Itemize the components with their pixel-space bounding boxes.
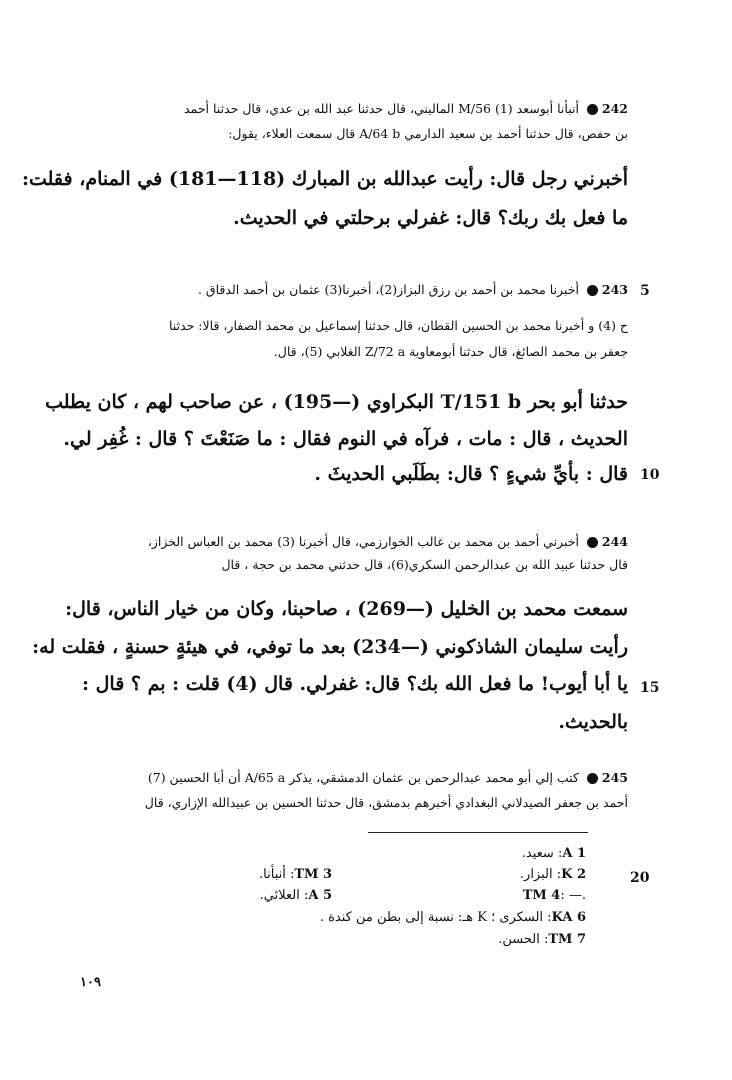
entry-243-matn-line-2: الحديث ، قال : مات ، فرآه في النوم فقال : ما صَنَعْتَ ؟ قال : غُفِر لي. bbox=[63, 428, 628, 450]
entry-243-isnad-line-3: جعفر بن محمد الصائغ، قال حدثنا أبومعاوية Z/72 a الغلابي (5)، قال. bbox=[273, 344, 628, 359]
entry-244-isnad-line-1: 244 أخبرني أحمد بن محمد بن غالب الخوارزمي، قال أخبرنا (3) محمد بن العباس الخزاز، bbox=[147, 534, 628, 549]
entry-number: 243 bbox=[601, 282, 628, 297]
footnote-5: A 5: العلائي. bbox=[259, 888, 332, 903]
entry-245-isnad-line-2: أحمد بن جعفر الصيدلاني البغدادي أخبرهم بدمشق، قال حدثنا الحسين بن عبيدالله الإزاري، قال bbox=[144, 795, 628, 810]
entry-242-matn-line-1: أخبرني رجل قال: رأيت عبدالله بن المبارك (118—181) في المنام، فقلت: bbox=[21, 168, 628, 190]
line-number: 10 bbox=[640, 467, 660, 483]
footnote-2: K 2: البزار. bbox=[519, 867, 586, 882]
line-number: 15 bbox=[640, 680, 660, 696]
entry-243-matn-line-3: قال : بأيِّ شيءٍ ؟ قال: بطَلَبي الحديثَ . bbox=[314, 463, 628, 485]
entry-244-matn-line-4: بالحديث. bbox=[558, 711, 628, 733]
entry-number: 242 bbox=[601, 101, 628, 116]
entry-245-isnad-line-1: 245 كتب إلي أبو محمد عبدالرحمن بن عثمان الدمشقي، يذكر A/65 a أن أبا الحسين (7) bbox=[147, 770, 628, 785]
footnote-4: TM 4: —. bbox=[522, 888, 586, 903]
line-number: 5 bbox=[640, 283, 650, 299]
entry-243-isnad-line-1: 243 أخبرنا محمد بن أحمد بن رزق البزاز(2)، أخبرنا(3) عثمان بن أحمد الدقاق . bbox=[197, 282, 628, 297]
footnote-1: A 1: سعيد. bbox=[521, 846, 586, 861]
page-number: ١٠٩ bbox=[80, 975, 101, 990]
entry-bullet-icon bbox=[587, 285, 598, 296]
entry-242-isnad-line-2: بن حفص، قال حدثنا أحمد بن سعيد الدارمي A/64 b قال سمعت العلاء، يقول: bbox=[228, 126, 628, 141]
entry-bullet-icon bbox=[587, 537, 598, 548]
entry-242-isnad-line-1: 242 أنبأنا أبوسعد (1) M/56 الماليني، قال حدثنا عبد الله بن عدي، قال حدثنا أحمد bbox=[184, 101, 628, 116]
entry-243-matn-line-1: حدثنا أبو بحر T/151 b البكراوي (—195) ، عن صاحب لهم ، كان يطلب bbox=[45, 391, 628, 413]
entry-242-matn-line-2: ما فعل بك ربك؟ قال: غفرلي برحلتي في الحديث. bbox=[233, 207, 628, 229]
footnote-7: TM 7: الحسن. bbox=[498, 932, 586, 947]
footnote-6: KA 6: السكرى ؛ K هـ: نسبة إلى بطن من كندة . bbox=[319, 910, 586, 925]
entry-number: 245 bbox=[601, 770, 628, 785]
entry-244-matn-line-1: سمعت محمد بن الخليل (—269) ، صاحبنا، وكان من خيار الناس، قال: bbox=[65, 598, 628, 620]
entry-243-isnad-line-2: ح (4) و أخبرنا محمد بن الحسين القطان، قال حدثنا إسماعيل بن محمد الصفار، قالا: حدثنا bbox=[168, 318, 628, 333]
footnote-separator bbox=[368, 832, 588, 833]
entry-bullet-icon bbox=[587, 104, 598, 115]
line-number: 20 bbox=[630, 870, 650, 886]
footnote-3: TM 3: أنبأنا. bbox=[259, 867, 332, 882]
entry-244-matn-line-3: يا أبا أيوب! ما فعل الله بك؟ قال: غفرلي. قال (4) قلت : بم ؟ قال : bbox=[81, 673, 628, 695]
entry-244-isnad-line-2: قال حدثنا عبيد الله بن عبدالرحمن السكري(6)، قال حدثني محمد بن حجة ، قال bbox=[221, 557, 628, 572]
entry-244-matn-line-2: رأيت سليمان الشاذكوني (—234) بعد ما توفي، في هيئةٍ حسنةٍ ، فقلت له: bbox=[32, 636, 628, 658]
entry-bullet-icon bbox=[587, 773, 598, 784]
entry-number: 244 bbox=[601, 534, 628, 549]
